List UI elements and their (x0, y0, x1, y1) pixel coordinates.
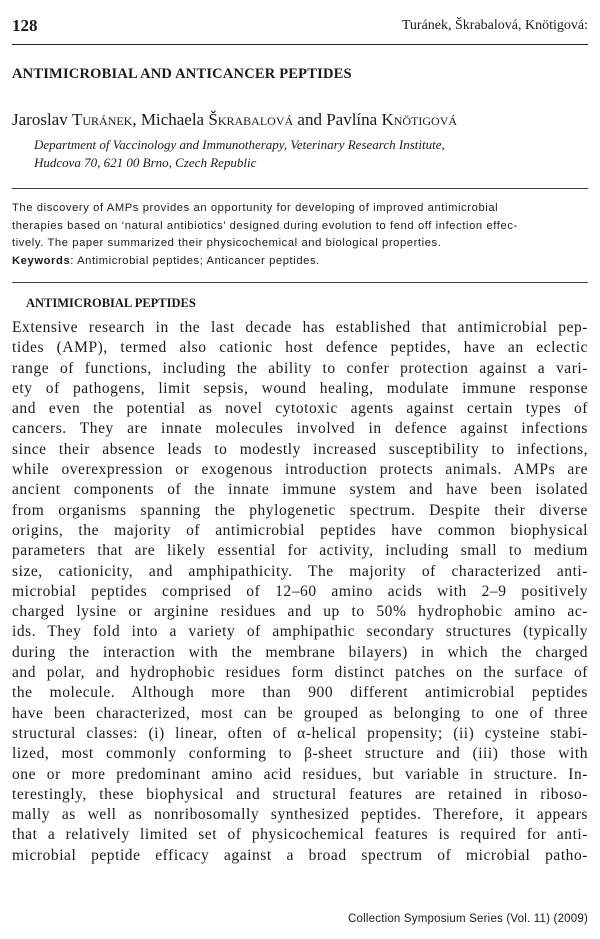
author-3-family: Knötigová (381, 110, 458, 129)
body-line: microbial peptide efficacy against a broad spectrum of microbial patho- (12, 846, 588, 864)
page-number: 128 (12, 16, 38, 35)
author-1-family: Turánek (71, 110, 133, 129)
body-line: lized, most commonly conforming to β-sheet structure and (iii) those with (12, 745, 588, 763)
body-line: and polar, and hydrophobic residues form distinct patches on the surface of (12, 664, 588, 682)
body-line: cancers. They are innate molecules involved in defence against infections (12, 420, 588, 438)
abstract-line: therapies based on ‘natural antibiotics’ designed during evolution to fend off infection effec- (12, 219, 518, 232)
body-line: while overexpression or exogenous introduction protects animals. AMPs are (12, 461, 588, 479)
body-line: origins, the majority of antimicrobial peptides have common biophysical (12, 521, 588, 539)
running-header (12, 16, 588, 40)
body-line: during the interaction with the membrane bilayers) in which the charged (12, 643, 588, 661)
author-2-family: Škrabalová (208, 110, 294, 129)
abstract-line: The discovery of AMPs provides an opportunity for developing of improved antimicrobial (12, 202, 499, 214)
author-1-given: Jaroslav (12, 110, 72, 129)
section-heading: ANTIMICROBIAL PEPTIDES (26, 296, 196, 310)
article-title: ANTIMICROBIAL AND ANTICANCER PEPTIDES (12, 66, 352, 82)
author-sep-1: , Michaela (132, 110, 209, 129)
body-line: charged lysine or arginine residues and up to 50% hydrophobic amino ac- (12, 603, 588, 621)
affiliation-line: Department of Vaccinology and Immunotherapy, Veterinary Research Institute, (34, 137, 445, 152)
affiliation-line: Hudcova 70, 621 00 Brno, Czech Republic (34, 155, 257, 170)
body-line: ancient components of the innate immune system and have been isolated (12, 481, 588, 499)
body-line: the molecule. Although more than 900 different antimicrobial peptides (12, 684, 588, 702)
body-line: that a relatively limited set of physicochemical features is required for anti- (12, 826, 588, 844)
body-line: and even the potential as novel cytotoxic agents against certain types of (12, 400, 588, 418)
abstract-rule (12, 188, 588, 189)
body-line: one or more predominant amino acid residues, but variable in structure. In- (12, 765, 588, 783)
keywords-text: : Antimicrobial peptides; Anticancer peptides. (70, 254, 320, 267)
body-line: tides (AMP), termed also cationic host defence peptides, have an eclectic (12, 339, 588, 357)
section-rule (12, 282, 588, 283)
body-text (12, 318, 588, 866)
body-line: structural classes: (i) linear, often of α-helical propensity; (ii) cysteine stabi- (12, 724, 588, 742)
author-sep-2: and Pavlína (293, 110, 382, 129)
body-line: parameters that are likely essential for activity, including small to medium (12, 542, 588, 560)
body-line: ety of pathogens, limit sepsis, wound healing, modulate immune response (12, 379, 588, 397)
journal-footer: Collection Symposium Series (Vol. 11) (2009) (348, 913, 588, 925)
body-line: from organisms spanning the phylogenetic spectrum. Despite their diverse (12, 501, 588, 519)
body-line: range of functions, including the ability to confer protection against a vari- (12, 359, 588, 377)
body-line: microbial peptides comprised of 12–60 amino acids with 2–9 positively (12, 582, 588, 600)
author-list (12, 110, 457, 130)
body-line: size, cationicity, and amphipathicity. The majority of characterized anti- (12, 562, 588, 580)
body-line: Extensive research in the last decade has established that antimicrobial pep- (12, 319, 588, 336)
body-line: since their absence leads to modestly increased susceptibility to infections, (12, 440, 588, 458)
body-line: have been characterized, most can be grouped as belonging to one of three (12, 704, 588, 722)
keywords-label: Keywords (12, 254, 71, 267)
keywords-line (12, 253, 588, 271)
body-line: mally as well as nonribosomally synthesized peptides. Therefore, it appears (12, 806, 588, 824)
abstract-line: tively. The paper summarized their physicochemical and biological properties. (12, 237, 442, 249)
running-authors: Turánek, Škrabalová, Knötigová: (401, 18, 588, 33)
body-line: ids. They fold into a variety of amphipathic secondary structures (typically (12, 623, 588, 641)
header-rule (12, 44, 588, 45)
abstract (12, 200, 588, 270)
body-line: terestingly, these biophysical and structural features are retained in riboso- (12, 785, 588, 803)
